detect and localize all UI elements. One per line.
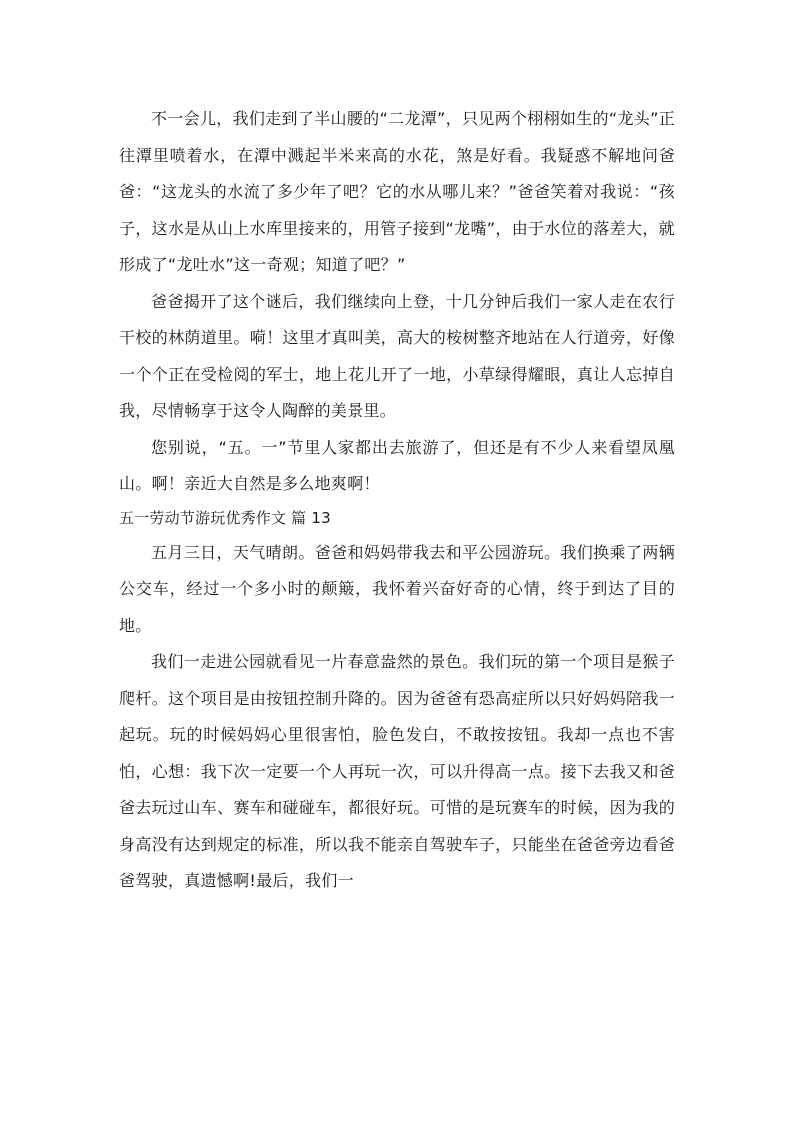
paragraph-park-rides: 我们一走进公园就看见一片春意盎然的景色。我们玩的第一个项目是猴子爬杆。这个项目是由按钮控制升降的。因为爸爸有恐高症所以只好妈妈陪我一起玩。玩的时候妈妈心里很害怕，脸色发白，不敢按按钮。我却一点也不害怕，心想：我下次一定要一个人再玩一次，可以升得高一点。接下去我又和爸爸去玩过山车、赛车和碰碰车，都很好玩。可惜的是玩赛车的时候，因为我的身高没有达到规定的标准，所以我不能亲自驾驶车子，只能坐在爸爸旁边看爸爸驾驶，真遗憾啊!最后，我们一: [119, 652, 675, 890]
paragraph-park-arrival: 五月三日，天气晴朗。爸爸和妈妈带我去和平公园游玩。我们换乘了两辆公交车，经过一个多小时的颠簸，我怀着兴奋好奇的心情，终于到达了目的地。: [119, 542, 675, 635]
section-heading: 五一劳动节游玩优秀作文 篇 13: [119, 508, 331, 527]
paragraph-forest-path: 爸爸揭开了这个谜后，我们继续向上登，十几分钟后我们一家人走在农行干校的林荫道里。嗬！这里才真叫美，高大的桉树整齐地站在人行道旁，好像一个个正在受检阅的军士，地上花儿开了一地，小草绿得耀眼，真让人忘掉自我，尽情畅享于这令人陶醉的美景里。: [119, 291, 675, 420]
document-page: [119, 101, 675, 900]
paragraph-may-day-visitors: 您别说，“五。一”节里人家都出去旅游了，但还是有不少人来看望凤凰山。啊！亲近大自然是多么地爽啊！: [119, 437, 675, 493]
paragraph-erlong-pool: 不一会儿，我们走到了半山腰的“二龙潭”，只见两个栩栩如生的“龙头”正往潭里喷着水，在潭中溅起半米来高的水花，煞是好看。我疑惑不解地问爸爸：“这龙头的水流了多少年了吧？它的水从哪儿来？”爸爸笑着对我说：“孩子，这水是从山上水库里接来的，用管子接到“龙嘴”，由于水位的落差大，就形成了“龙吐水”这一奇观；知道了吧？”: [119, 109, 675, 274]
